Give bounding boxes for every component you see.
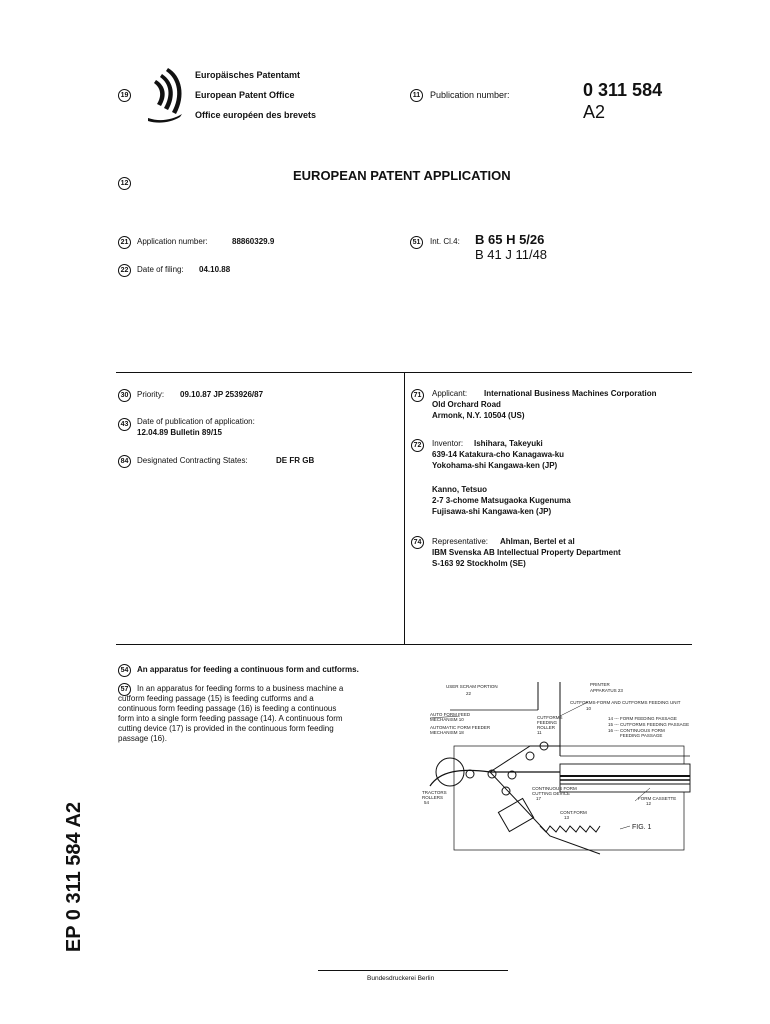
applicant-line-1: International Business Machines Corporation (484, 389, 657, 398)
label-tractor3: 54 (424, 800, 430, 805)
footer-printer: Bundesdruckerei Berlin (367, 975, 435, 982)
code-57: 57 (118, 683, 131, 696)
code-22: 22 (118, 264, 131, 277)
code-30: 30 (118, 389, 131, 402)
legend-3: 16 --- CONTINUOUS FORM (608, 728, 665, 733)
applicant-label: Applicant: (432, 389, 468, 398)
code-74: 74 (411, 536, 424, 549)
inventor2-line-1: Kanno, Tetsuo (432, 485, 487, 494)
label-cutforms: CUTFORMS-FORM AND CUTFORMS FEEDING UNIT (570, 700, 681, 705)
priority-value: 09.10.87 JP 253926/87 (180, 390, 264, 399)
label-user: USER SCRAM PORTION (446, 684, 498, 689)
code-71: 71 (411, 389, 424, 402)
roller (526, 752, 534, 760)
label-cut4: 11 (537, 730, 542, 735)
filing-date-value: 04.10.88 (199, 265, 231, 274)
code-11: 11 (410, 89, 423, 102)
figure-caption: FIG. 1 (632, 824, 652, 831)
abstract-line: passage (16). (118, 734, 167, 743)
figure-1 (410, 676, 700, 862)
abstract-line: continuous form feeding passage (16) is feeding a continuous (118, 704, 337, 713)
inventor2-line-2: 2-7 3-chome Matsugaoka Kugenuma (432, 496, 571, 505)
label-printer2: APPARATUS 23 (590, 688, 623, 693)
roller (466, 770, 474, 778)
label-printer: PRINTER (590, 682, 610, 687)
legend-2: 15 --- CUTFORMS FEEDING PASSAGE (608, 722, 690, 727)
states-label: Designated Contracting States: (137, 456, 248, 465)
invention-title: An apparatus for feeding a continuous form and cutforms. (137, 665, 359, 674)
abstract-line: form into a single form feeding passage (14). A continuous form (118, 714, 343, 723)
filing-date-label: Date of filing: (137, 265, 184, 274)
label-tractor2: ROLLERS (422, 795, 444, 800)
cutting-device (498, 798, 533, 831)
representative-line-3: S-163 92 Stockholm (SE) (432, 559, 526, 568)
abstract-line: In an apparatus for feeding forms to a business machine a (137, 684, 344, 693)
code-84: 84 (118, 455, 131, 468)
code-43: 43 (118, 418, 131, 431)
label-cut3: ROLLER (537, 725, 556, 730)
inventor1-line-1: Ishihara, Takeyuki (474, 439, 543, 448)
abstract-line: cutform feeding passage (15) is feeding cutforms and a (118, 694, 314, 703)
label-stack1: CONT.FORM (560, 810, 587, 815)
label-cutter2: CUTTING DEVICE (532, 791, 571, 796)
publication-number: 0 311 584 (583, 80, 663, 100)
label-cut2: FEEDING (537, 720, 558, 725)
passage-14 (430, 770, 560, 786)
label-cutforms-num: 10 (586, 706, 592, 711)
epo-logo-icon (146, 62, 192, 124)
bottom-divider (116, 644, 692, 645)
label-cut1: CUTFORMS (537, 715, 563, 720)
applicant-line-3: Armonk, N.Y. 10504 (US) (432, 411, 525, 420)
legend-1: 14 --- FORM FEEDING PASSAGE (608, 716, 677, 721)
application-label: Application number: (137, 237, 208, 246)
abstract-text (118, 684, 400, 744)
application-number: 88860329.9 (232, 237, 275, 246)
code-19: 19 (118, 89, 131, 102)
label-cassette1: FORM CASSETTE (638, 796, 677, 801)
pubdate-value: 12.04.89 Bulletin 89/15 (137, 428, 222, 437)
representative-line-1: Ahlman, Bertel et al (500, 537, 575, 546)
code-54: 54 (118, 664, 131, 677)
code-21: 21 (118, 236, 131, 249)
label-cutter3: 17 (536, 796, 542, 801)
form-cassette (560, 764, 690, 792)
label-auto3: AUTOMATIC FORM FEEDER (430, 725, 491, 730)
office-de: Europäisches Patentamt (195, 70, 301, 80)
label-cassette2: 12 (646, 801, 652, 806)
int-class-label: Int. Cl.4: (430, 237, 460, 246)
label-auto1: AUTO FORM FEED (430, 712, 471, 717)
inventor1-line-3: Yokohama-shi Kangawa-ken (JP) (432, 461, 558, 470)
passage-15 (490, 746, 560, 772)
states-value: DE FR GB (276, 456, 315, 465)
continuous-form-stack (540, 826, 600, 832)
label-auto2: MECHANISM 10 (430, 717, 464, 722)
label-auto4: MECHANISM 18 (430, 730, 464, 735)
label-user-num: 22 (466, 691, 472, 696)
pubdate-label: Date of publication of application: (137, 417, 255, 426)
label-stack2: 13 (564, 815, 570, 820)
label-cutter1: CONTINUOUS FORM (532, 786, 577, 791)
abstract-line: cutting device (17) is provided in the continuous form feeding (118, 724, 334, 733)
office-fr: Office européen des brevets (195, 110, 317, 120)
inventor-label: Inventor: (432, 439, 464, 448)
inventor1-line-2: 639-14 Katakura-cho Kanagawa-ku (432, 450, 565, 459)
code-12: 12 (118, 177, 131, 190)
applicant-line-2: Old Orchard Road (432, 400, 501, 409)
code-51: 51 (410, 236, 423, 249)
int-class-2: B 41 J 11/48 (475, 247, 548, 262)
publication-label: Publication number: (430, 90, 510, 100)
roller (502, 787, 510, 795)
epo-logo (146, 62, 192, 124)
publication-kind: A2 (583, 102, 606, 122)
document-title: EUROPEAN PATENT APPLICATION (293, 168, 511, 183)
side-publication-number: EP 0 311 584 A2 (63, 801, 85, 953)
inventor2-line-3: Fujisawa-shi Kangawa-ken (JP) (432, 507, 552, 516)
priority-label: Priority: (137, 390, 165, 399)
int-class-1: B 65 H 5/26 (475, 232, 545, 247)
footer-rule (318, 970, 508, 971)
code-72: 72 (411, 439, 424, 452)
label-tractor1: TRACTORS (422, 790, 447, 795)
representative-label: Representative: (432, 537, 489, 546)
representative-line-2: IBM Svenska AB Intellectual Property Department (432, 548, 621, 557)
vertical-divider (404, 372, 405, 644)
office-en: European Patent Office (195, 90, 295, 100)
leader-line (620, 826, 630, 829)
legend-4: FEEDING PASSAGE (620, 733, 663, 738)
